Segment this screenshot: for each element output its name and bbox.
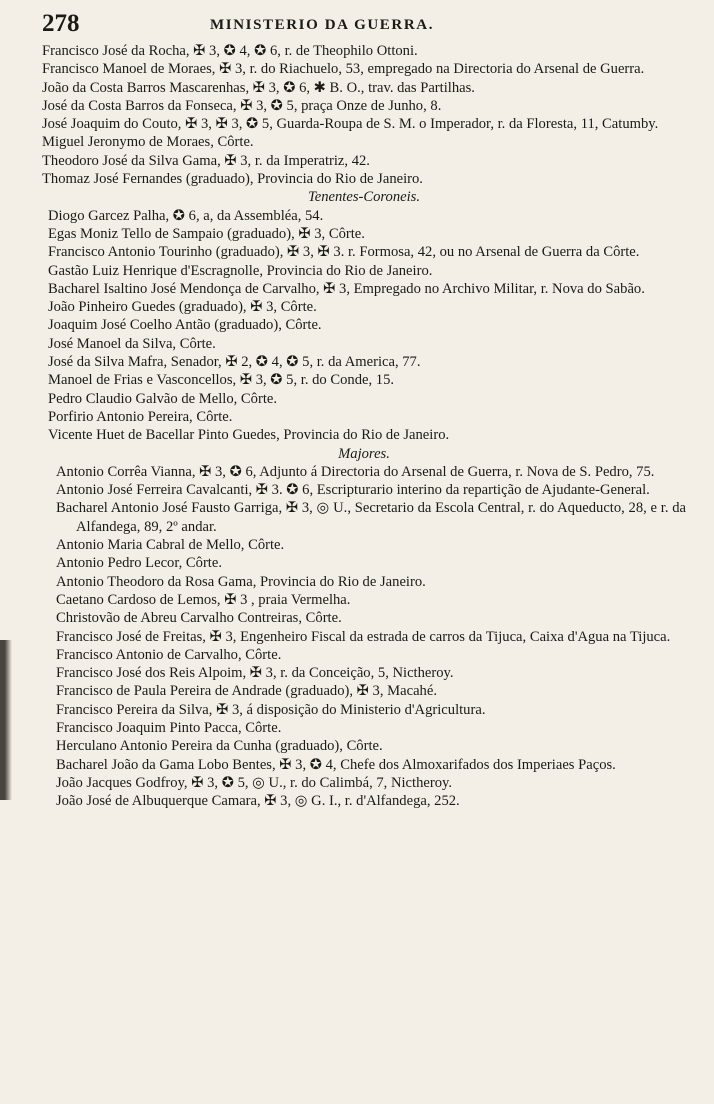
majores-list [42,463,686,811]
list-item: Bacharel Antonio José Fausto Garriga, ✠ 3, ◎ U., Secretario da Escola Central, r. do Aqueducto, 28, e r. da Alfandega, 89, 2º andar. [56,500,686,535]
list-item: Christovão de Abreu Carvalho Contreiras, Côrte. [56,610,342,627]
list-item: Francisco de Paula Pereira de Andrade (graduado), ✠ 3, Macahé. [56,683,437,700]
list-item: Bacharel João da Gama Lobo Bentes, ✠ 3, ✪ 4, Chefe dos Almoxarifados dos Imperiaes Paços. [56,756,616,773]
list-item: José Joaquim do Couto, ✠ 3, ✠ 3, ✪ 5, Guarda-Roupa de S. M. o Imperador, r. da Floresta, 11, Catumby. [42,116,659,133]
list-item: Joaquim José Coelho Antão (graduado), Côrte. [48,317,322,334]
page-binding-shadow [0,640,12,800]
list-item: Theodoro José da Silva Gama, ✠ 3, r. da Imperatriz, 42. [42,152,370,169]
list-item: João Jacques Godfroy, ✠ 3, ✪ 5, ◎ U., r. do Calimbá, 7, Nictheroy. [56,774,453,791]
list-item: João José de Albuquerque Camara, ✠ 3, ◎ G. I., r. d'Alfandega, 252. [56,793,460,810]
list-item: Thomaz José Fernandes (graduado), Provincia do Rio de Janeiro. [42,171,423,188]
list-item: Pedro Claudio Galvão de Mello, Côrte. [48,390,277,407]
list-item: Antonio Corrêa Vianna, ✠ 3, ✪ 6, Adjunto á Directoria do Arsenal de Guerra, r. Nova de S. Pedro, 75. [56,463,655,480]
list-item: Antonio Pedro Lecor, Côrte. [56,555,222,572]
list-item: Diogo Garcez Palha, ✪ 6, a, da Assembléa, 54. [48,207,324,224]
list-item: Francisco Joaquim Pinto Pacca, Côrte. [56,719,282,736]
list-item: Porfirio Antonio Pereira, Côrte. [48,408,233,425]
list-item: Francisco Antonio Tourinho (graduado), ✠ 3, ✠ 3. r. Formosa, 42, ou no Arsenal de Guerra da Côrte. [48,244,640,261]
list-item: Antonio José Ferreira Cavalcanti, ✠ 3. ✪ 6, Escripturario interino da repartição de Ajudante-General. [56,482,650,499]
list-item: José Manoel da Silva, Côrte. [48,335,216,352]
tenentes-coroneis-list [42,207,686,445]
list-item: Caetano Cardoso de Lemos, ✠ 3 , praia Vermelha. [56,591,351,608]
running-title: MINISTERIO DA GUERRA. [210,17,435,33]
coroneis-list [42,42,686,188]
page-header [42,10,684,40]
section-heading-majores: Majores. [338,445,390,462]
list-item: Francisco José de Freitas, ✠ 3, Engenheiro Fiscal da estrada de carros da Tijuca, Caixa d'Agua na Tijuca. [56,628,671,645]
list-item: Bacharel Isaltino José Mendonça de Carvalho, ✠ 3, Empregado no Archivo Militar, r. Nova do Sabão. [48,280,645,297]
list-item: Francisco José da Rocha, ✠ 3, ✪ 4, ✪ 6, r. de Theophilo Ottoni. [42,43,418,59]
list-item: João da Costa Barros Mascarenhas, ✠ 3, ✪ 6, ✱ B. O., trav. das Partilhas. [42,79,475,96]
page-content [42,42,686,810]
list-item: José da Costa Barros da Fonseca, ✠ 3, ✪ 5, praça Onze de Junho, 8. [42,97,442,114]
list-item: Vicente Huet de Bacellar Pinto Guedes, Provincia do Rio de Janeiro. [48,427,450,444]
list-item: Antonio Theodoro da Rosa Gama, Provincia do Rio de Janeiro. [56,573,426,590]
list-item: Francisco Antonio de Carvalho, Côrte. [56,646,282,663]
list-item: Gastão Luiz Henrique d'Escragnolle, Provincia do Rio de Janeiro. [48,262,433,279]
list-item: Herculano Antonio Pereira da Cunha (graduado), Côrte. [56,738,383,755]
list-item: Miguel Jeronymo de Moraes, Côrte. [42,134,254,151]
list-item: Antonio Maria Cabral de Mello, Côrte. [56,537,285,554]
list-item: Manoel de Frias e Vasconcellos, ✠ 3, ✪ 5, r. do Conde, 15. [48,372,395,389]
list-item: Francisco Manoel de Moraes, ✠ 3, r. do Riachuelo, 53, empregado na Directoria do Arsenal de Guerra. [42,61,645,78]
list-item: Egas Moniz Tello de Sampaio (graduado), ✠ 3, Côrte. [48,225,365,242]
list-item: José da Silva Mafra, Senador, ✠ 2, ✪ 4, ✪ 5, r. da America, 77. [48,354,421,371]
list-item: Francisco José dos Reis Alpoim, ✠ 3, r. da Conceição, 5, Nictheroy. [56,665,454,682]
list-item: João Pinheiro Guedes (graduado), ✠ 3, Côrte. [48,299,317,316]
list-item: Francisco Pereira da Silva, ✠ 3, á disposição do Ministerio d'Agricultura. [56,701,486,718]
page-number: 278 [42,10,80,37]
section-heading-tenentes-coroneis: Tenentes-Coroneis. [307,189,421,206]
